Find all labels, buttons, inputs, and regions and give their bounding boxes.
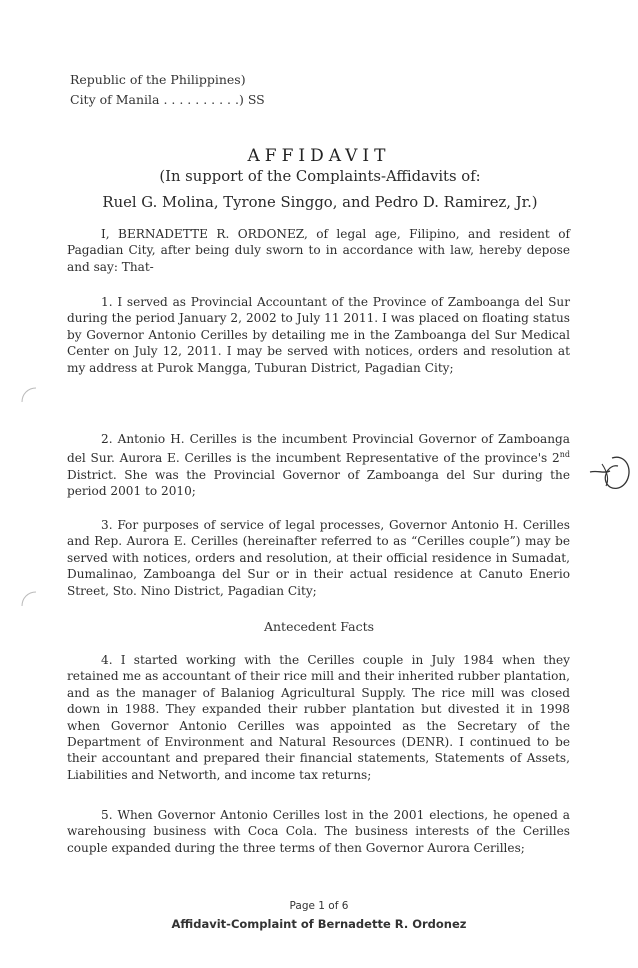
section-heading: Antecedent Facts <box>263 619 375 634</box>
page-number: Page 1 of 6 <box>289 900 349 912</box>
venue-republic: Republic of the Philippines) <box>70 72 246 87</box>
paragraph-5: 5. When Governor Antonio Cerilles lost in the 2001 elections, he opened a warehousing business with Coca Cola. The business interests of the Cerilles couple expanded during the three terms of then Governor Aurora Cerilles; <box>67 808 570 855</box>
footer-caption: Affidavit-Complaint of Bernadette R. Ordonez <box>171 917 467 931</box>
venue-city: City of Manila . . . . . . . . . .) SS <box>70 92 265 107</box>
signature-initials <box>588 450 634 496</box>
intro-paragraph: I, BERNADETTE R. ORDONEZ, of legal age, Filipino, and resident of Pagadian City, after being duly sworn to in accordance with law, hereby depose and say: That- <box>67 227 570 274</box>
document-subtitle <box>70 164 570 216</box>
paragraph-2-text-a: 2. Antonio H. Cerilles is the incumbent Provincial Governor of Zamboanga del Sur. Aurora E. Cerilles is the incumbent Representative of the province's 2 <box>67 432 570 466</box>
paragraph-3: 3. For purposes of service of legal processes, Governor Antonio H. Cerilles and Rep. Aurora E. Cerilles (hereinafter referred to as “Cerilles couple”) may be served with notices, orders and resolution, at their official residence in Sumadat, Dumalinao, Zamboanga del Sur or in their actual residence at Canuto Enerio Street, Sto. Nino District, Pagadian City; <box>67 518 570 598</box>
document-title: AFFIDAVIT <box>247 146 391 166</box>
paragraph-4: 4. I started working with the Cerilles couple in July 1984 when they retained me as accountant of their rice mill and their inherited rubber plantation, and as the manager of Balaniog Agricultural Supply. The rice mill was closed down in 1988. They expanded their rubber plantation but divested it in 1998 when Governor Antonio Cerilles was appointed as the Secretary of the Department of Environment and Natural Resources (DENR). I continued to be their accountant and prepared their financial statements, Statements of Assets, Liabilities and Networth, and income tax returns; <box>67 653 570 782</box>
ordinal-suffix: nd <box>559 450 570 460</box>
paragraph-1: 1. I served as Provincial Accountant of the Province of Zamboanga del Sur during the period January 2, 2002 to July 11 2011. I was placed on floating status by Governor Antonio Cerilles by detailing me in the Zamboanga del Sur Medical Center on July 12, 2011. I may be served with notices, orders and resolution at my address at Purok Mangga, Tuburan District, Pagadian City; <box>67 295 570 375</box>
subtitle-line-2: Ruel G. Molina, Tyrone Singgo, and Pedro D. Ramirez, Jr.) <box>102 194 538 211</box>
paragraph-2-text-b: District. She was the Provincial Governor of Zamboanga del Sur during the period 2001 to 2010; <box>67 467 570 499</box>
margin-hole-mark <box>20 590 38 608</box>
venue-header <box>70 70 265 110</box>
paragraph-2 <box>67 431 570 500</box>
margin-hole-mark <box>20 386 38 404</box>
subtitle-line-1: (In support of the Complaints-Affidavits of: <box>159 168 481 185</box>
